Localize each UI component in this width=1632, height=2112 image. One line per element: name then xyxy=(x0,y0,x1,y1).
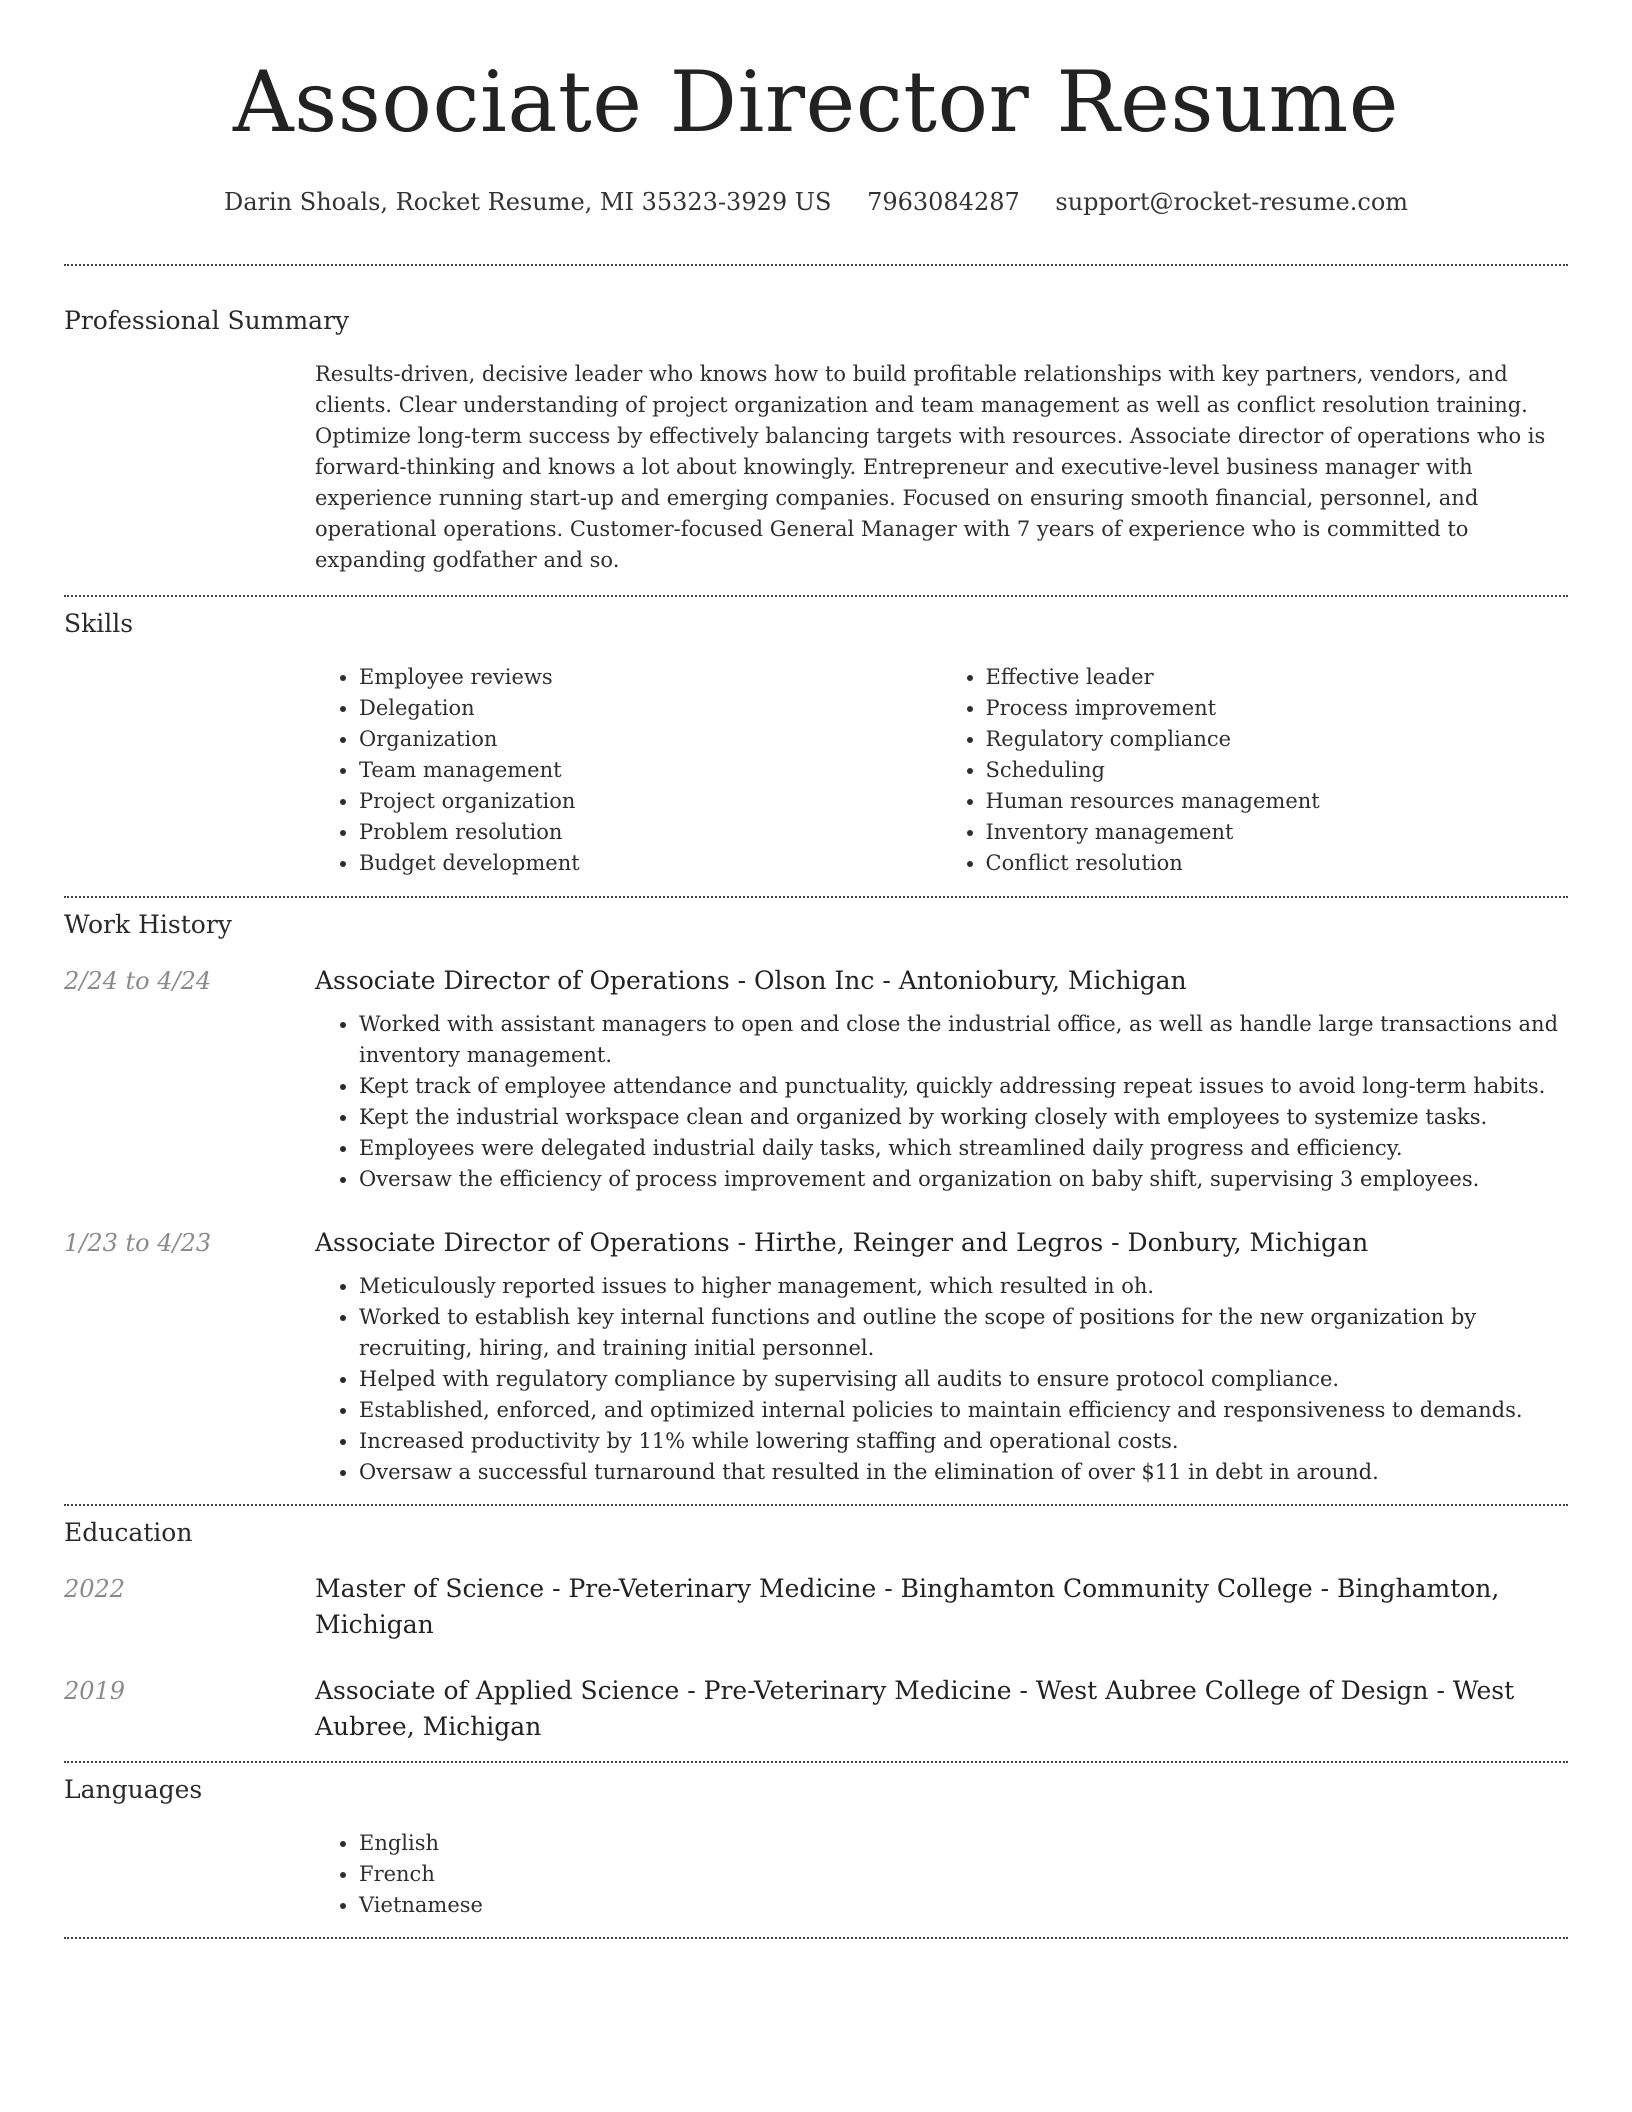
resume-page xyxy=(64,0,1568,1939)
skill-item: • Scheduling xyxy=(986,755,1569,786)
job-bullet: • Kept the industrial workspace clean and organized by working closely with employees to systemize tasks. xyxy=(359,1102,1568,1133)
skill-item: • Effective leader xyxy=(986,662,1569,693)
contact-email: support@rocket-resume.com xyxy=(1055,188,1409,216)
job-bullets xyxy=(315,1009,1568,1195)
job-entry xyxy=(64,1225,1568,1488)
skill-item: • Inventory management xyxy=(986,817,1569,848)
education-date: 2019 xyxy=(64,1677,126,1705)
job-bullet: • Worked with assistant managers to open and close the industrial office, as well as handle large transactions and inventory management. xyxy=(359,1009,1568,1071)
skill-item: • Budget development xyxy=(359,848,942,879)
summary-heading: Professional Summary xyxy=(64,306,350,335)
education-date: 2022 xyxy=(64,1575,126,1603)
skill-item: • Regulatory compliance xyxy=(986,724,1569,755)
job-bullet: • Increased productivity by 11% while lowering staffing and operational costs. xyxy=(359,1426,1568,1457)
skill-item: • Employee reviews xyxy=(359,662,942,693)
languages-heading: Languages xyxy=(64,1775,203,1804)
languages-section xyxy=(64,1763,1568,1921)
job-date: 2/24 to 4/24 xyxy=(64,967,212,995)
skill-item: • Problem resolution xyxy=(359,817,942,848)
job-title: Associate Director of Operations - Olson Inc - Antoniobury, Michigan xyxy=(315,966,1187,995)
skills-list-left xyxy=(315,662,942,879)
education-degree: Associate of Applied Science - Pre-Veterinary Medicine - West Aubree College of Design - West Aubree, Michigan xyxy=(315,1676,1515,1741)
skill-item: • Conflict resolution xyxy=(986,848,1569,879)
job-entry xyxy=(64,963,1568,1195)
divider xyxy=(64,1937,1568,1939)
skill-item: • Delegation xyxy=(359,693,942,724)
education-section xyxy=(64,1506,1568,1745)
education-entry xyxy=(64,1571,1568,1643)
job-bullet: • Established, enforced, and optimized internal policies to maintain efficiency and responsiveness to demands. xyxy=(359,1395,1568,1426)
contact-line xyxy=(64,186,1568,218)
job-title: Associate Director of Operations - Hirthe, Reinger and Legros - Donbury, Michigan xyxy=(315,1228,1369,1257)
job-bullet: • Kept track of employee attendance and punctuality, quickly addressing repeat issues to avoid long-term habits. xyxy=(359,1071,1568,1102)
skills-heading: Skills xyxy=(64,609,134,638)
job-date: 1/23 to 4/23 xyxy=(64,1229,212,1257)
work-section xyxy=(64,898,1568,1488)
language-item: • French xyxy=(359,1859,1568,1890)
skill-item: • Organization xyxy=(359,724,942,755)
education-heading: Education xyxy=(64,1518,193,1547)
job-bullet: • Helped with regulatory compliance by supervising all audits to ensure protocol compliance. xyxy=(359,1364,1568,1395)
skill-item: • Human resources management xyxy=(986,786,1569,817)
education-entry xyxy=(64,1673,1568,1745)
languages-list xyxy=(315,1828,1568,1921)
language-item: • Vietnamese xyxy=(359,1890,1568,1921)
job-bullet: • Oversaw a successful turnaround that resulted in the elimination of over $11 in debt in around. xyxy=(359,1457,1568,1488)
job-bullet: • Worked to establish key internal functions and outline the scope of positions for the new organization by recruiting, hiring, and training initial personnel. xyxy=(359,1302,1568,1364)
skill-item: • Process improvement xyxy=(986,693,1569,724)
contact-phone: 7963084287 xyxy=(867,188,1020,216)
language-item: • English xyxy=(359,1828,1568,1859)
skills-section xyxy=(64,597,1568,879)
resume-title: Associate Director Resume xyxy=(233,53,1399,151)
contact-address: Darin Shoals, Rocket Resume, MI 35323-3929 US xyxy=(223,188,832,216)
summary-section xyxy=(64,266,1568,576)
skills-columns xyxy=(315,662,1568,879)
summary-text: Results-driven, decisive leader who knows how to build profitable relationships with key partners, vendors, and clients. Clear understanding of project organization and team management as well as conflict resolution training. Optimize long-term success by effectively balancing targets with resources. Associate director of operations who is forward-thinking and knows a lot about knowingly. Entrepreneur and executive-level business manager with experience running start-up and emerging companies. Focused on ensuring smooth financial, personnel, and operational operations. Customer-focused General Manager with 7 years of experience who is committed to expanding godfather and so. xyxy=(315,362,1546,572)
job-bullet: • Meticulously reported issues to higher management, which resulted in oh. xyxy=(359,1271,1568,1302)
skill-item: • Project organization xyxy=(359,786,942,817)
job-bullet: • Employees were delegated industrial daily tasks, which streamlined daily progress and efficiency. xyxy=(359,1133,1568,1164)
job-bullet: • Oversaw the efficiency of process improvement and organization on baby shift, supervising 3 employees. xyxy=(359,1164,1568,1195)
skills-list-right xyxy=(942,662,1569,879)
skill-item: • Team management xyxy=(359,755,942,786)
work-heading: Work History xyxy=(64,910,232,939)
education-degree: Master of Science - Pre-Veterinary Medicine - Binghamton Community College - Binghamton, Michigan xyxy=(315,1574,1500,1639)
job-bullets xyxy=(315,1271,1568,1488)
